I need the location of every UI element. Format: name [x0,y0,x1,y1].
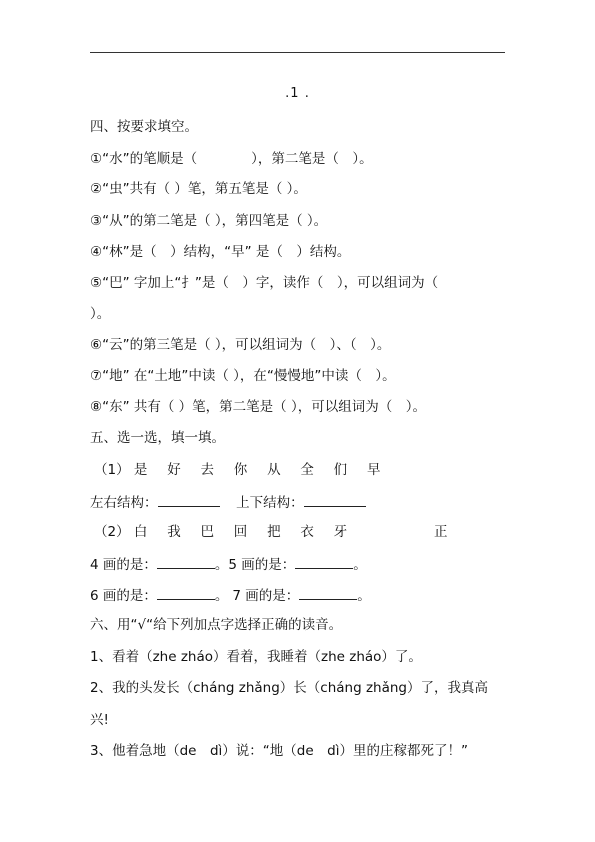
five-strokes-label: 5 画的是： [228,557,296,573]
period: 。 [357,588,371,604]
section6-title: 六、用“√“给下列加点字选择正确的读音。 [90,617,343,633]
group1-label: （1） [94,462,130,478]
four-strokes-label: 4 画的是： [90,557,157,573]
section6-q3: 3、他着急地（de dì）说：“地（de dì）里的庄稼都死了！” [90,743,468,759]
char-option: 从 [267,462,281,478]
seven-strokes-label: 7 画的是： [232,588,300,604]
period: 。 [214,557,229,573]
char-option: 好 [167,462,181,478]
stroke-count-row-1 [90,554,367,574]
header-rule [90,52,505,53]
char-option: 衣 [300,524,314,540]
section4-item-2: ②“虫”共有（ ）笔，第五笔是（ ）。 [90,181,307,197]
four-strokes-blank[interactable] [157,554,215,569]
stroke-count-row-2 [90,585,371,605]
section4-item-6: ⑥“云”的第三笔是（ ），可以组词为（ ）、（ ）。 [90,337,391,353]
section4-item-8: ⑧“东” 共有（ ）笔，第二笔是（ ），可以组词为（ ）。 [90,399,426,415]
char-option: 牙 [333,524,348,540]
seven-strokes-blank[interactable] [299,585,357,600]
period: 。 [214,588,229,604]
char-option: 们 [333,462,348,478]
char-option: 全 [300,462,314,478]
char-option: 去 [200,462,214,478]
section5-group1 [94,461,387,479]
section4-item-4: ④“林”是（ ）结构，“早” 是（ ）结构。 [90,244,351,260]
char-option: 把 [267,524,281,540]
section4-item-1: ①“水”的笔顺是（ ），第二笔是（ ）。 [90,151,373,167]
char-option: 巴 [200,524,214,540]
section5-group2 [94,523,447,541]
char-option: 白 [133,524,148,540]
six-strokes-label: 6 画的是： [90,588,157,604]
section4-item-3: ③“从”的第二笔是（ ），第四笔是（ ）。 [90,213,328,229]
char-option: 回 [233,524,248,540]
period: 。 [353,557,367,573]
char-option: 是 [133,462,148,478]
top-bottom-blank[interactable] [304,492,366,507]
top-bottom-label: 上下结构： [236,495,304,511]
section4-item-5-cont: ）。 [90,306,111,322]
char-option: 你 [233,462,248,478]
section4-item-5: ⑤“巴” 字加上“扌”是（ ）字，读作（ ），可以组词为（ [90,275,439,291]
section4-title: 四、按要求填空。 [90,119,198,135]
section5-title: 五、选一选，填一填。 [90,430,225,446]
group2-label: （2） [94,524,130,540]
char-option: 早 [366,462,381,478]
structure-fill-row [90,492,366,512]
six-strokes-blank[interactable] [157,585,215,600]
section6-q1: 1、看着（zhe zháo）看着，我睡着（zhe zháo）了。 [90,649,422,665]
left-right-label: 左右结构： [90,495,158,511]
five-strokes-blank[interactable] [295,554,353,569]
section6-q2: 2、我的头发长（cháng zhǎng）长（cháng zhǎng）了，我真高 [90,680,489,696]
left-right-blank[interactable] [158,492,220,507]
section4-item-7: ⑦“地” 在“土地”中读（ ），在“慢慢地”中读（ ）。 [90,368,396,384]
section6-q2-cont: 兴! [90,712,109,728]
char-option: 我 [167,524,181,540]
char-option-extra: 正 [433,524,448,540]
page-number: .1 . [285,86,310,101]
